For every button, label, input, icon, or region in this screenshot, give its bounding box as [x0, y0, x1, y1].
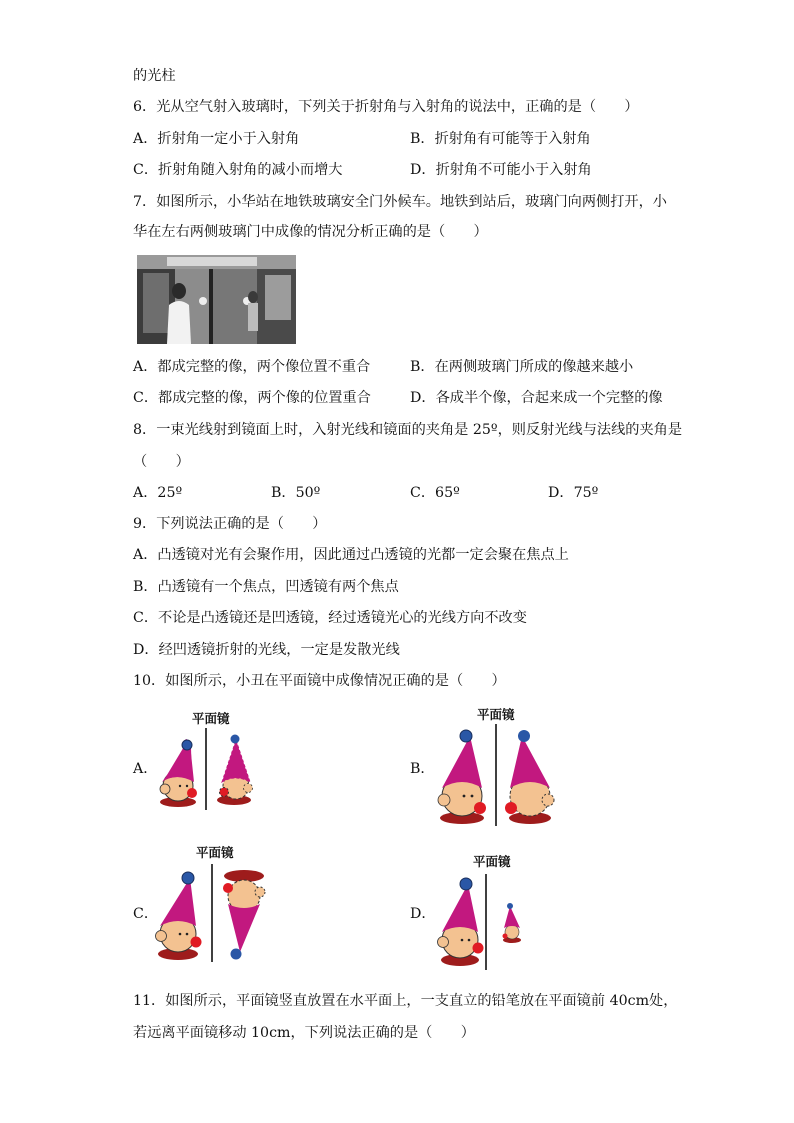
- question-11-stem-line2: 若远离平面镜移动 10cm，下列说法正确的是（ ）: [133, 1025, 475, 1041]
- q10-option-c-figure: [150, 862, 274, 964]
- subway-glass-door-photo: [137, 255, 296, 344]
- question-9-stem: 9．下列说法正确的是（ ）: [133, 516, 327, 532]
- q10-option-b-figure: [430, 722, 560, 828]
- q8-option-b: B．50º: [271, 485, 321, 501]
- question-7-stem-line1: 7．如图所示，小华站在地铁玻璃安全门外候车。地铁到站后，玻璃门向两侧打开，小: [133, 194, 667, 210]
- q10-option-a-label: A．: [133, 761, 158, 777]
- mirror-label-d: 平面镜: [473, 854, 511, 869]
- q10-option-d-figure: [432, 872, 532, 972]
- q8-option-a: A．25º: [133, 485, 183, 501]
- q6-option-c: C．折射角随入射角的减小而增大: [133, 162, 343, 178]
- q9-option-a: A．凸透镜对光有会聚作用，因此通过凸透镜的光都一定会聚在焦点上: [133, 547, 569, 563]
- mirror-label-c: 平面镜: [196, 845, 234, 860]
- question-11-stem-line1: 11．如图所示，平面镜竖直放置在水平面上，一支直立的铅笔放在平面镜前 40cm处，: [133, 993, 678, 1009]
- q7-option-d: D．各成半个像，合起来成一个完整的像: [410, 390, 663, 406]
- q6-option-a: A．折射角一定小于入射角: [133, 131, 300, 147]
- q6-option-b: B．折射角有可能等于入射角: [410, 131, 591, 147]
- q7-option-c: C．都成完整的像，两个像的位置重合: [133, 390, 371, 406]
- q10-option-b-label: B．: [410, 761, 435, 777]
- q7-option-a: A．都成完整的像，两个像位置不重合: [133, 359, 371, 375]
- q8-option-d: D．75º: [548, 485, 599, 501]
- mirror-label-a: 平面镜: [192, 711, 230, 726]
- q10-option-a-figure: [152, 726, 262, 812]
- question-7-stem-line2: 华在左右两侧玻璃门中成像的情况分析正确的是（ ）: [133, 224, 488, 240]
- question-8-stem-line1: 8．一束光线射到镜面上时，入射光线和镜面的夹角是 25º，则反射光线与法线的夹角是: [133, 422, 683, 438]
- q9-option-c: C．不论是凸透镜还是凹透镜，经过透镜光心的光线方向不改变: [133, 610, 527, 626]
- question-8-stem-line2: （ ）: [133, 454, 190, 470]
- mirror-label-b: 平面镜: [477, 707, 515, 722]
- q7-option-b: B．在两侧玻璃门所成的像越来越小: [410, 359, 634, 375]
- text-line-continuation: 的光柱: [133, 68, 176, 84]
- question-10-stem: 10．如图所示，小丑在平面镜中成像情况正确的是（ ）: [133, 673, 506, 689]
- q6-option-d: D．折射角不可能小于入射角: [410, 162, 592, 178]
- q10-option-d-label: D．: [410, 906, 436, 922]
- question-6-stem: 6．光从空气射入玻璃时，下列关于折射角与入射角的说法中，正确的是（ ）: [133, 99, 639, 115]
- q8-option-c: C．65º: [410, 485, 460, 501]
- q9-option-d: D．经凹透镜折射的光线，一定是发散光线: [133, 642, 400, 658]
- q10-option-c-label: C．: [133, 906, 159, 922]
- q9-option-b: B．凸透镜有一个焦点，凹透镜有两个焦点: [133, 579, 399, 595]
